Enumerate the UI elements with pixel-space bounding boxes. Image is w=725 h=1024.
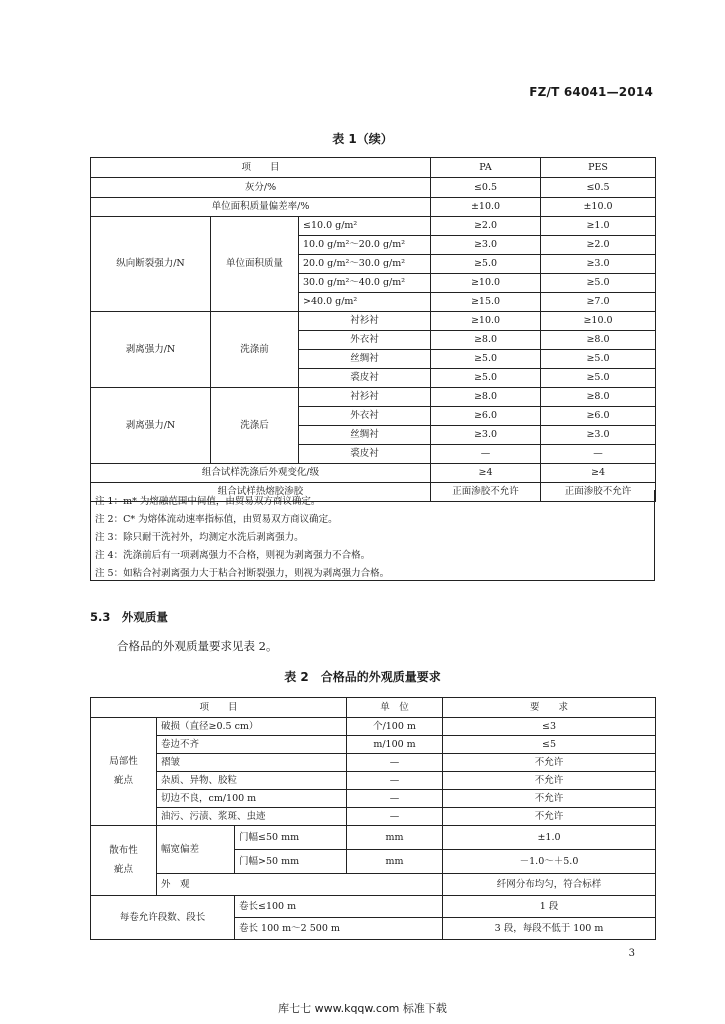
peel-after-cond: 丝绸衬: [299, 426, 431, 445]
peel-after-pa: ≥6.0: [431, 407, 541, 426]
hot-melt-pa: 正面渗胶不允许: [431, 483, 541, 502]
longitudinal-label: 纵向断裂强力/N: [91, 217, 211, 312]
peel-before-pes: ≥10.0: [541, 312, 656, 331]
defect-item: 破损（直径≥0.5 cm）: [157, 718, 347, 736]
table-row: [91, 718, 656, 736]
table2-caption: 表 2 合格品的外观质量要求: [284, 670, 441, 684]
defect-item: 油污、污渍、浆斑、虫迹: [157, 808, 347, 826]
peel-after-pes: ≥8.0: [541, 388, 656, 407]
scattered-defects-label: 散布性疵点: [91, 826, 157, 896]
longitudinal-pa: ≥5.0: [431, 255, 541, 274]
defect-item: 褶皱: [157, 754, 347, 772]
table-row: [91, 736, 656, 754]
longitudinal-cond: >40.0 g/m²: [299, 293, 431, 312]
longitudinal-pes: ≥1.0: [541, 217, 656, 236]
segment-req: 3 段，每段不低于 100 m: [443, 918, 656, 940]
defect-unit: —: [347, 772, 443, 790]
defect-unit: —: [347, 808, 443, 826]
longitudinal-pa: ≥15.0: [431, 293, 541, 312]
defect-item: 切边不良，cm/100 m: [157, 790, 347, 808]
table-row: [91, 388, 656, 407]
peel-after-pes: —: [541, 445, 656, 464]
table2-header-req: 要 求: [443, 698, 656, 718]
table-row: [91, 826, 656, 850]
longitudinal-sub: 单位面积质量: [211, 217, 299, 312]
table-row: [91, 198, 656, 217]
local-defects-label: 局部性疵点: [91, 718, 157, 826]
ash-pes: ≤0.5: [541, 178, 656, 198]
mass-dev-label: 单位面积质量偏差率/%: [91, 198, 431, 217]
table-row: [91, 217, 656, 236]
defect-unit: m/100 m: [347, 736, 443, 754]
width-unit: mm: [347, 826, 443, 850]
peel-before-pa: ≥10.0: [431, 312, 541, 331]
appearance-change-pes: ≥4: [541, 464, 656, 483]
width-unit: mm: [347, 850, 443, 874]
table-row: [91, 464, 656, 483]
peel-after-cond: 衬衫衬: [299, 388, 431, 407]
section-heading: 5.3 外观质量: [90, 610, 168, 624]
peel-after-label: 剥离强力/N: [91, 388, 211, 464]
table-row: [91, 312, 656, 331]
defect-unit: 个/100 m: [347, 718, 443, 736]
table1-notes: [90, 490, 655, 581]
segments-label: 每卷允许段数、段长: [91, 896, 235, 940]
scattered-appearance-req: 纤网分布均匀，符合标样: [443, 874, 656, 896]
longitudinal-pes: ≥7.0: [541, 293, 656, 312]
table-row: [91, 772, 656, 790]
table-note: 注 5：如粘合衬剥离强力大于粘合衬断裂强力，则视为剥离强力合格。: [95, 568, 390, 579]
standard-code: FZ/T 64041—2014: [529, 85, 653, 99]
defect-req: ≤5: [443, 736, 656, 754]
table-note: 注 1：m* 为熔融范围中间值，由贸易双方商议确定。: [95, 496, 321, 507]
table2: [90, 697, 656, 940]
defect-req: 不允许: [443, 808, 656, 826]
appearance-change-label: 组合试样洗涤后外观变化/级: [91, 464, 431, 483]
peel-before-sub: 洗涤前: [211, 312, 299, 388]
peel-before-pes: ≥5.0: [541, 369, 656, 388]
longitudinal-pa: ≥10.0: [431, 274, 541, 293]
table1-header-pes: PES: [541, 158, 656, 178]
mass-dev-pes: ±10.0: [541, 198, 656, 217]
longitudinal-cond: 20.0 g/m²～30.0 g/m²: [299, 255, 431, 274]
table2-header-item: 项 目: [91, 698, 347, 718]
peel-before-pes: ≥5.0: [541, 350, 656, 369]
defect-item: 杂质、异物、胶粒: [157, 772, 347, 790]
segment-cond: 卷长 100 m～2 500 m: [235, 918, 443, 940]
table-row: [91, 790, 656, 808]
width-req: －1.0～＋5.0: [443, 850, 656, 874]
section-text: 合格品的外观质量要求见表 2。: [117, 639, 278, 653]
longitudinal-pes: ≥5.0: [541, 274, 656, 293]
peel-before-pa: ≥5.0: [431, 369, 541, 388]
ash-label: 灰分/%: [91, 178, 431, 198]
longitudinal-pes: ≥3.0: [541, 255, 656, 274]
defect-req: 不允许: [443, 790, 656, 808]
table1-header-pa: PA: [431, 158, 541, 178]
defect-unit: —: [347, 790, 443, 808]
scattered-appearance-item: 外 观: [157, 874, 443, 896]
segment-cond: 卷长≤100 m: [235, 896, 443, 918]
table-note: 注 3：除只耐干洗衬外，均测定水洗后剥离强力。: [95, 532, 304, 543]
width-req: ±1.0: [443, 826, 656, 850]
table-note: 注 2：C* 为熔体流动速率指标值，由贸易双方商议确定。: [95, 514, 338, 525]
defect-unit: —: [347, 754, 443, 772]
table2-header-row: [91, 698, 656, 718]
table-row: [91, 896, 656, 918]
peel-before-pa: ≥8.0: [431, 331, 541, 350]
peel-before-label: 剥离强力/N: [91, 312, 211, 388]
longitudinal-pa: ≥2.0: [431, 217, 541, 236]
footer-watermark: 库七七 www.kqqw.com 标准下载: [278, 1002, 447, 1015]
table-row: [91, 808, 656, 826]
table1-header-row: [91, 158, 656, 178]
hot-melt-pes: 正面渗胶不允许: [541, 483, 656, 502]
longitudinal-pes: ≥2.0: [541, 236, 656, 255]
page-number: 3: [628, 948, 635, 959]
longitudinal-cond: 10.0 g/m²～20.0 g/m²: [299, 236, 431, 255]
longitudinal-pa: ≥3.0: [431, 236, 541, 255]
peel-after-pa: —: [431, 445, 541, 464]
width-dev-label: 幅宽偏差: [157, 826, 235, 874]
peel-after-pa: ≥3.0: [431, 426, 541, 445]
table1-header-item: 项 目: [91, 158, 431, 178]
defect-item: 卷边不齐: [157, 736, 347, 754]
longitudinal-cond: 30.0 g/m²～40.0 g/m²: [299, 274, 431, 293]
peel-after-pes: ≥3.0: [541, 426, 656, 445]
peel-before-cond: 丝绸衬: [299, 350, 431, 369]
mass-dev-pa: ±10.0: [431, 198, 541, 217]
defect-req: 不允许: [443, 772, 656, 790]
table-row: [91, 874, 656, 896]
peel-before-cond: 衬衫衬: [299, 312, 431, 331]
peel-after-cond: 外衣衬: [299, 407, 431, 426]
table1-caption: 表 1（续）: [332, 132, 393, 146]
defect-req: 不允许: [443, 754, 656, 772]
width-cond: 门幅≤50 mm: [235, 826, 347, 850]
ash-pa: ≤0.5: [431, 178, 541, 198]
table1: [90, 157, 656, 502]
hot-melt-label: 组合试样热熔胶渗胶: [91, 483, 431, 502]
peel-after-cond: 裘皮衬: [299, 445, 431, 464]
peel-before-pes: ≥8.0: [541, 331, 656, 350]
peel-after-pes: ≥6.0: [541, 407, 656, 426]
width-cond: 门幅>50 mm: [235, 850, 347, 874]
peel-after-sub: 洗涤后: [211, 388, 299, 464]
peel-before-cond: 裘皮衬: [299, 369, 431, 388]
peel-after-pa: ≥8.0: [431, 388, 541, 407]
table-row: [91, 754, 656, 772]
peel-before-pa: ≥5.0: [431, 350, 541, 369]
segment-req: 1 段: [443, 896, 656, 918]
defect-req: ≤3: [443, 718, 656, 736]
table-row: [91, 178, 656, 198]
table2-header-unit: 单 位: [347, 698, 443, 718]
peel-before-cond: 外衣衬: [299, 331, 431, 350]
longitudinal-cond: ≤10.0 g/m²: [299, 217, 431, 236]
table-note: 注 4：洗涤前后有一项剥离强力不合格，则视为剥离强力不合格。: [95, 550, 371, 561]
appearance-change-pa: ≥4: [431, 464, 541, 483]
